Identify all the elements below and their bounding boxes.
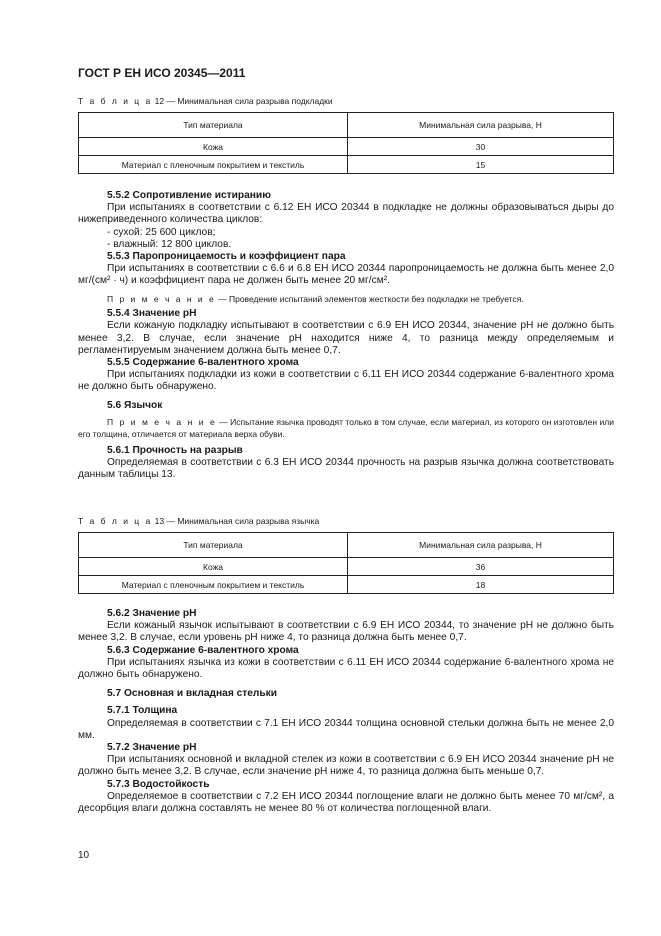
table-12-caption xyxy=(78,96,333,106)
section-heading-5-7: 5.7 Основная и вкладная стельки xyxy=(107,688,278,700)
table-cell: Материал с пленочным покрытием и текстиль xyxy=(79,576,348,594)
section-heading-5-6-3: 5.6.3 Содержание 6-валентного хрома xyxy=(107,644,299,656)
paragraph: При испытаниях язычка из кожи в соответствии с 6.11 ЕН ИСО 20344 содержание 6-валентного хрома не должно быть обнаружено. xyxy=(78,656,614,681)
caption-number: 13 xyxy=(154,516,165,526)
column-header-material: Тип материала xyxy=(79,533,348,558)
column-header-force: Минимальная сила разрыва, Н xyxy=(348,533,614,558)
caption-text: — Минимальная сила разрыва подкладки xyxy=(166,96,333,106)
page-number: 10 xyxy=(78,850,90,861)
text-block-2 xyxy=(78,608,614,815)
table-cell: Материал с пленочным покрытием и текстиль xyxy=(79,156,348,174)
list-item: - влажный: 12 800 циклов. xyxy=(107,238,232,250)
section-heading-5-5-3: 5.5.3 Паропроницаемость и коэффициент пара xyxy=(107,251,346,263)
section-heading-5-6: 5.6 Язычок xyxy=(107,399,163,411)
table-row xyxy=(79,156,614,174)
table-cell: 36 xyxy=(348,558,614,576)
section-heading-5-6-2: 5.6.2 Значение pH xyxy=(107,608,197,619)
table-cell: 18 xyxy=(348,576,614,594)
note-label: П р и м е ч а н и е xyxy=(107,293,216,304)
table-cell: Кожа xyxy=(79,558,348,576)
section-heading-5-5-4: 5.5.4 Значение pH xyxy=(107,308,197,320)
section-heading-5-7-2: 5.7.2 Значение pH xyxy=(107,742,197,754)
note-text: — Испытание язычка проводят только в том случае, если материал, из которого он изготовлен или его толщина, отличается от материала верха обуви. xyxy=(78,416,614,440)
paragraph: При испытаниях в соответствии с 6.12 ЕН ИСО 20344 в подкладке не должны образовываться дыры до нижеприведенного количества циклов: xyxy=(78,202,614,226)
note xyxy=(78,416,614,441)
paragraph: При испытаниях в соответствии с 6.6 и 6.8 ЕН ИСО 20344 паропроницаемость не должна быть менее 2,0 мг/(см² · ч) и коэффициент пара не должен быть менее 20 мг/см². xyxy=(78,263,614,287)
column-header-force: Минимальная сила разрыва, Н xyxy=(348,113,614,138)
note-label: П р и м е ч а н и е xyxy=(107,416,217,427)
paragraph: Определяемое в соответствии с 7.2 ЕН ИСО 20344 поглощение влаги не должно быть менее 70 мг/см², а десорбция влаги должна составлять не менее 80 % от количества поглощенной влаги. xyxy=(78,790,614,815)
section-heading-5-7-1: 5.7.1 Толщина xyxy=(107,705,178,717)
section-heading-5-6-1: 5.6.1 Прочность на разрыв xyxy=(107,444,243,456)
text-block-1 xyxy=(78,190,614,481)
table-cell: 15 xyxy=(348,156,614,174)
caption-text: — Минимальная сила разрыва язычка xyxy=(166,516,320,526)
caption-label: Т а б л и ц а xyxy=(78,96,153,106)
column-header-material: Тип материала xyxy=(79,113,348,138)
paragraph: При испытаниях подкладки из кожи в соответствии с 6.11 ЕН ИСО 20344 содержание 6-валентного хрома не должно быть обнаружено. xyxy=(78,369,614,393)
paragraph: Определяемая в соответствии с 6.3 ЕН ИСО 20344 прочность на разрыв язычка должна соответствовать данным таблицы 13. xyxy=(78,456,614,481)
paragraph: Если кожаный язычок испытывают в соответствии с 6.9 ЕН ИСО 20344, то значение pH не должно быть менее 3,2. В случае, если уровень pH ниже 4, то разница должна быть менее 0,7. xyxy=(78,620,614,644)
caption-number: 12 xyxy=(154,96,165,106)
table-12 xyxy=(78,112,614,174)
note xyxy=(78,293,614,306)
table-header-row xyxy=(79,113,614,138)
table-row xyxy=(79,576,614,594)
table-header-row xyxy=(79,533,614,558)
section-heading-5-5-5: 5.5.5 Содержание 6-валентного хрома xyxy=(107,356,299,368)
caption-label: Т а б л и ц а xyxy=(78,516,153,526)
list-item: - сухой: 25 600 циклов; xyxy=(107,226,216,238)
paragraph: Определяемая в соответствии с 7.1 ЕН ИСО 20344 толщина основной стельки должна быть не менее 2,0 мм. xyxy=(78,717,614,741)
table-cell: Кожа xyxy=(79,138,348,156)
section-heading-5-5-2: 5.5.2 Сопротивление истиранию xyxy=(107,190,271,201)
table-cell: 30 xyxy=(348,138,614,156)
paragraph: Если кожаную подкладку испытывают в соответствии с 6.9 ЕН ИСО 20344, значение pH не должно быть менее 3,2. В случае, если значение pH находится ниже 4, то разница между определяемым и регламентируемым значением должна быть менее 0,7. xyxy=(78,320,614,356)
table-row xyxy=(79,138,614,156)
paragraph: При испытаниях основной и вкладной стелек из кожи в соответствии с 6.9 ЕН ИСО 20344 значение pH не должно быть менее 3,2. В случае, если значение pH ниже 4, то разница должна быть меньше 0,7. xyxy=(78,754,614,778)
table-13-caption xyxy=(78,516,319,526)
note-text: — Проведение испытаний элементов жесткости без подкладки не требуется. xyxy=(218,293,524,304)
page-header: ГОСТ Р ЕН ИСО 20345—2011 xyxy=(78,66,246,80)
section-heading-5-7-3: 5.7.3 Водостойкость xyxy=(107,778,210,790)
table-row xyxy=(79,558,614,576)
table-13 xyxy=(78,532,614,594)
